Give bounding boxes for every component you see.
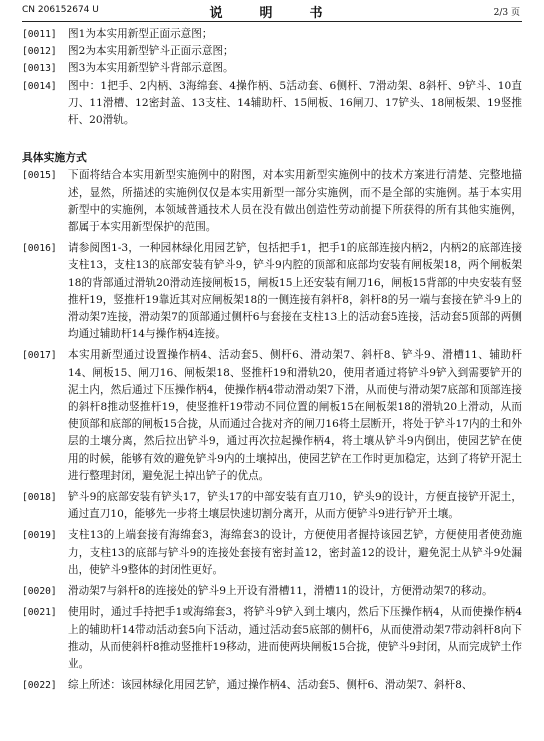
- paragraph-number: [0021]: [22, 607, 57, 619]
- paragraph-text: 图1为本实用新型正面示意图；: [68, 28, 213, 40]
- paragraph: [22, 489, 522, 523]
- section-heading: 具体实施方式: [22, 151, 87, 165]
- paragraph-number: [0020]: [22, 586, 57, 598]
- page-header: [0, 0, 544, 22]
- paragraph: [22, 240, 522, 343]
- paragraph-text: 滑动架7与斜杆8的连接处的铲斗9上开设有滑槽11，滑槽11的设计，方便滑动架7的移动。: [68, 585, 493, 598]
- paragraph-number: [0017]: [22, 350, 57, 362]
- paragraph: [22, 347, 522, 485]
- paragraph-number: [0014]: [22, 80, 57, 92]
- paragraph-text: 使用时，通过手持把手1或海绵套3，将铲斗9铲入到土壤内，然后下压操作柄4，从而使操作柄4上的辅助杆14带动活动套5向下活动，通过活动套5底部的侧杆6，从而使滑动架7带动斜杆8向下推动，从而使斜杆8推动竖推杆19移动，进而使两块闸板15合拢，使铲斗9封闭，从而完成铲土作业。: [68, 606, 522, 670]
- paragraph: [22, 604, 522, 673]
- paragraph: [22, 583, 522, 600]
- paragraph-text: 图中：1把手、2内柄、3海绵套、4操作柄、5活动套、6侧杆、7滑动架、8斜杆、9铲斗、10直刀、11滑槽、12密封盖、13支柱、14辅助杆、15闸板、16闸刀、17铲头、18闸板架、19竖推杆、20滑轨。: [68, 79, 522, 127]
- paragraph-number: [0022]: [22, 680, 57, 692]
- paragraph: [22, 527, 522, 579]
- paragraph-number: [0015]: [22, 170, 57, 182]
- paragraph-text: 本实用新型通过设置操作柄4、活动套5、侧杆6、滑动架7、斜杆8、铲斗9、滑槽11、辅助杆14、闸板15、闸刀16、闸板架18、竖推杆19和滑轨20，使用者通过将铲斗9铲入到需要铲开的泥土内，然后通过下压操作柄4，使操作柄4带动滑动架7下滑，从而使与滑动架7底部和顶部连接的斜杆8推动竖推杆19，使竖推杆19带动不同位置的闸板15在闸板架18的滑轨20上滑动，从而使顶部和底部的闸板15合拢，从而通过合拢对齐的闸刀16将土层断开，将处于铲斗17内的土和外层的土壤分离，然后拉出铲斗9，通过再次拉起操作柄4，将土壤从铲斗9内倒出，使园艺铲在使用的时候，能够有效的避免铲斗9内的土壤掉出，使园艺铲在工作时更加稳定，达到了将铲开泥土进行整理封闭，避免泥土掉出铲子的优点。: [68, 349, 522, 482]
- paragraph-number: [0011]: [22, 29, 57, 40]
- paragraph: [22, 43, 522, 60]
- header-rule: [22, 21, 522, 22]
- paragraph-number: [0013]: [22, 63, 57, 75]
- paragraph-text: 图2为本实用新型铲斗正面示意图；: [68, 45, 234, 58]
- document-title: 说 明 书: [209, 6, 335, 21]
- paragraph: [22, 78, 522, 130]
- paragraph-text: 铲斗9的底部安装有铲头17，铲头17的中部安装有直刀10，铲头9的设计，方便直接铲开泥土，通过直刀10，能够先一步将土壤层快速切割分离开，从而方便铲斗9进行铲开土壤。: [68, 491, 522, 521]
- paragraph: [22, 26, 522, 43]
- page-indicator: 2/3 页: [493, 8, 520, 18]
- document-body: [22, 26, 522, 694]
- paragraph-text: 请参阅图1-3，一种园林绿化用园艺铲，包括把手1，把手1的底部连接内柄2，内柄2的底部连接支柱13，支柱13的底部安装有铲斗9，铲斗9内腔的顶部和底部均安装有闸板架18，两个闸板架18的背部通过滑轨20滑动连接闸板15，闸板15上还安装有闸刀16，闸板15背部的中央安装有竖推杆19，竖推杆19靠近其对应闸板架18的一侧连接有斜杆8，斜杆8的另一端与套接在铲斗9上的滑动架7连接，滑动架7的顶部通过侧杆6与套接在支柱13上的活动套5连接，活动套5顶部的两侧均通过辅助杆14与操作柄4连接。: [68, 242, 522, 341]
- paragraph-number: [0016]: [22, 243, 57, 255]
- paragraph-text: 综上所述：该园林绿化用园艺铲，通过操作柄4、活动套5、侧杆6、滑动架7、斜杆8、: [68, 679, 473, 692]
- paragraph-text: 下面将结合本实用新型实施例中的附图，对本实用新型实施例中的技术方案进行清楚、完整地描述，显然，所描述的实施例仅仅是本实用新型一部分实施例，而不是全部的实施例。基于本实用新型中的实施例，本领域普通技术人员在没有做出创造性劳动前提下所获得的所有其他实施例，都属于本实用新型保护的范围。: [68, 169, 522, 234]
- paragraph-text: 图3为本实用新型铲斗背部示意图。: [68, 62, 234, 75]
- paragraph-number: [0018]: [22, 492, 57, 504]
- publication-number: CN 206152674 U: [22, 5, 99, 15]
- paragraph: [22, 167, 522, 236]
- paragraph-number: [0019]: [22, 530, 57, 542]
- paragraph-number: [0012]: [22, 46, 57, 58]
- paragraph: [22, 677, 522, 694]
- paragraph-text: 支柱13的上端套接有海绵套3，海绵套3的设计，方便使用者握持该园艺铲，方便使用者使劲施力，支柱13的底部与铲斗9的连接处套接有密封盖12，密封盖12的设计，避免泥土从铲斗9处漏出，使铲斗9整体的封闭性更好。: [68, 529, 522, 576]
- section-gap: [22, 129, 522, 149]
- paragraph: [22, 60, 522, 77]
